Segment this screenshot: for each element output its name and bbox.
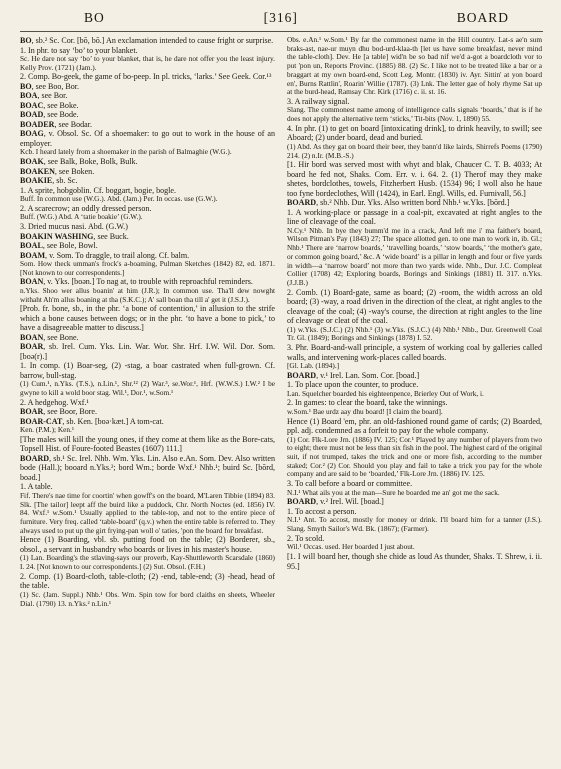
definition-paragraph: 3. Phr. Board-and-wall principle, a system of working coal by galleries called walls, and intervening work-places called boards. bbox=[287, 343, 542, 362]
definition-paragraph: [Prob. fr. bone, sb., in the phr. ‘a bone of contention,’ in allusion to the strife which a bone causes between dogs; or in the phr. ‘to have a bone to pick,’ to have a disagreeable matter to discuss.] bbox=[20, 304, 275, 333]
left-column bbox=[20, 36, 275, 766]
headword: BOAG bbox=[20, 129, 44, 139]
definition-paragraph: [The males will kill the young ones, if they come at them like as the Bore-cats, Topsell Hist. of Foure-footed Beastes (1607) 111.] bbox=[20, 434, 275, 454]
entry-headword-paragraph: BOAG, v. Obsol. Sc. Of a shoemaker: to go out to work in the house of an employer. bbox=[20, 129, 275, 148]
entry-headword-paragraph: BOAR, sb. Irel. Cum. Yks. Lin. War. Wor. Shr. Hrf. I.W. Wil. Dor. Som. [boə(r).] bbox=[20, 342, 275, 361]
citation-paragraph: (1) Sc. (Jam. Suppl.) Nhb.¹ Obs. Wm. Spin tow for bord claiths en sheets, Wheeler Dial. (1790) 13. n.Yks.² n.Lin.¹ bbox=[20, 589, 275, 608]
headword: BOAC bbox=[20, 100, 44, 110]
citation-paragraph: Buff. (W.G.) Abd. A ‘tatie boakie’ (G.W.). bbox=[20, 212, 143, 222]
citation-paragraph: (1) Abd. As they gat on board their beer, they bann'd like lairds, Shirrefs Poems (1790) 214. (2) n.Ir. (M.B.-S.) bbox=[287, 141, 542, 160]
entry-headword-paragraph: BOAKIE, sb. Sc. bbox=[20, 176, 78, 186]
citation-paragraph: N.Cy.¹ Nhb. In bye they bumm'd me in a crack, And left me i' ma faither's board, Wilson Pitman's Pay (1843) 27; The space allotted gen. to one man to work in, ib. Gl.; Nhb.¹ There are ‘narrow boards,’ ‘travelling boards,’ ‘stow boards,’ ‘the mother's gate, or common going board,’ &c. A ‘wide board’ is a pillar in length and four or five yards in width—a ‘narrow board’ not more than two yards wide. Nhb., Dur. J.C. Compleat Collier (1708) 42; Exploring boards, Borings and Sinkings (1881) II. 317. n.Yks. (J.J.B.) bbox=[287, 225, 542, 287]
running-head-left: BO bbox=[84, 10, 105, 25]
headword: BO bbox=[20, 36, 32, 45]
definition-paragraph: 1. To accost a person. bbox=[287, 506, 357, 516]
running-head-right: BOARD bbox=[456, 10, 509, 25]
citation-paragraph: N.I.¹ Ant. To accost, mostly for money or drink. I'll board him for a tanner (J.S.). Slang. Smyth Sailor's Wd. Bk. (1867); (Farmer). bbox=[287, 515, 542, 534]
citation-paragraph: N.I.¹ What ails you at the man—Sure he boarded me an' got me the sack. bbox=[287, 487, 500, 497]
definition-paragraph: 3. A railway signal. bbox=[287, 96, 350, 106]
headword: BOAN bbox=[20, 277, 44, 287]
entry-headword-paragraph: BOAR, see Boor, Bore. bbox=[20, 407, 98, 417]
entry-headword-paragraph: BO, see Boo, Bor. bbox=[20, 81, 80, 91]
citation-paragraph: Lan. Squelcher boarded his eighteenpence, Brierley Out of Work, i. bbox=[287, 388, 484, 398]
entry-headword-paragraph: BOARD, v.¹ Irel. Lan. Som. Cor. [boad.] bbox=[287, 370, 420, 380]
citation-paragraph: Fif. There's nae time for coortin' when gowff's on the board, M'Laren Tibbie (1894) 83. Slk. [The tailor] leept aff the buird like a puddock, Chr. North Noctes (ed. 1856) IV. 84. Wxf.¹ w.Som.¹ Usually applied to the table-top, and not to the entire piece of furniture. Very freq. called ‘table-board’ (q.v.) when the entire table is referred to. They always used to put up the girt frying-pan woll o' taties, 'pon the board for breakfast. bbox=[20, 490, 275, 535]
entry-headword-paragraph: BOAKEN, see Boken. bbox=[20, 166, 95, 176]
entry-headword-paragraph: BOA, see Bor. bbox=[20, 91, 68, 101]
headword: BOAR bbox=[20, 407, 44, 417]
headword: BOAK bbox=[20, 157, 44, 167]
entry-headword-paragraph: BOAL, see Bole, Bowl. bbox=[20, 241, 98, 251]
citation-paragraph: (1) w.Yks. (S.J.C.) (2) Nhb.¹ (3) w.Yks. (S.J.C.) (4) Nhb.¹ Nhb., Dur. Greenwell Coal Tr. Gl. (1849); Borings and Sinkings (1878) I. 52. bbox=[287, 324, 542, 343]
citation-paragraph: Buff. In common use (W.G.). Abd. (Jam.) Per. In occas. use (G.W.). bbox=[20, 194, 218, 204]
headword: BO bbox=[20, 81, 32, 91]
citation-paragraph: (1) Lan. Boarding's the stlaving-says our proverb, Kay-Shuttleworth Scarsdale (1860) I. 24. [Not known to our correspondents.] (2) Sut. Obsol. (F.H.) bbox=[20, 553, 275, 572]
definition-paragraph: 4. In phr. (1) to get on board [intoxicating drink], to drink heavily, to swill; see Aboard; (2) under board, dead and buried. bbox=[287, 123, 542, 143]
citation-paragraph: n.Yks. Shoo wer allus boanin' at him (J.R.); In common use. Tha'll dew nowght withaht Ah'm allus boaning at tha (S.K.C.); A' sall boan tha till a' get it (J.S.J.). bbox=[20, 285, 275, 304]
citation-paragraph: Slang. The commonest name among of intelligence calls signals ‘boards,’ that is if he does not apply the alternative term ‘sticks,’ Tit-bits (Nov. 1, 1890) 55. bbox=[287, 105, 542, 124]
entry-headword-paragraph: BO, sb.² Sc. Cor. [bō, bō.] An exclamation intended to cause fright or surprise. bbox=[20, 36, 274, 45]
definition-paragraph: 2. A hedgehog. Wxf.¹ bbox=[20, 397, 89, 407]
text-columns bbox=[20, 36, 543, 766]
entry-headword-paragraph: BOAN, see Bone. bbox=[20, 332, 79, 342]
headword: BOAKIN WASHING bbox=[20, 231, 94, 241]
definition-paragraph: 2. To scold. bbox=[287, 533, 325, 543]
definition-paragraph: 1. In comp. (1) Boar-seg, (2) -stag, a boar castrated when full-grown. Cf. barrow, bull-stag. bbox=[20, 361, 275, 380]
definition-paragraph: Hence (1) Board 'em, phr. an old-fashioned round game of cards; (2) Boarded, ppl. adj. condemned as a forfeit to pay for the whole company. bbox=[287, 416, 542, 436]
citation-paragraph: Obs. e.An.¹ w.Som.¹ By far the commonest name in the Hill country. Lat-s ae'n sum braks-ast, nae-ur muyn dhu bod-urd-klaa-th [let us have some breakfast, never mind the table-cloth]. Dev. He [a table] wid'n be so bad nif we'd a-got a boardcloth vor to put 'pon un, Reports Provinc. (1885) 88. (2) Sc. I like not to be treated like a bar or a braggart at my own board-end, Scott Leg. Montr. (1830) iv. Ayr. Sittin' at yon board en', Burns Rattlin', Roarin' Willie (1787). (3) Lnk. The letter gae of holy rhyme Sat up at the burd-head, Ramsay Chr. Kirk (1716) c. ii. st. 16. bbox=[287, 36, 542, 97]
entry-headword-paragraph: BOAR-CAT, sb. Ken. [boə·kæt.] A tom-cat. bbox=[20, 416, 164, 426]
headword: BOAD bbox=[20, 110, 44, 120]
entry-headword-paragraph: BOAC, see Boke. bbox=[20, 100, 79, 110]
entry-headword-paragraph: BOAN, v. Yks. [boən.] To nag at, to trouble with reproachful reminders. bbox=[20, 277, 253, 287]
entry-headword-paragraph: BOAKIN WASHING, see Buck. bbox=[20, 231, 129, 241]
citation-paragraph: w.Som.¹ Bae urdz aay dhu board! [I claim the board]. bbox=[287, 406, 443, 416]
page-number: [316] bbox=[263, 10, 298, 25]
entry-headword-paragraph: BOAK, see Balk, Boke, Bolk, Bulk. bbox=[20, 157, 138, 167]
citation-paragraph: Ken. (P.M.); Ken.¹ bbox=[20, 425, 75, 435]
definition-paragraph: 3. Dried mucus nasi. Abd. (G.W.) bbox=[20, 222, 128, 232]
headword: BOADER bbox=[20, 119, 55, 129]
headword: BOAL bbox=[20, 241, 43, 251]
entry-headword-paragraph: BOARD, sb.¹ Sc. Irel. Nhb. Wm. Yks. Lin. Also e.An. Som. Dev. Also written bode (Hall.); booard n.Yks.²; bord Wm.; borde Wxf.¹ Nhb.¹; buird Sc. [bōrd, boəd.] bbox=[20, 453, 275, 482]
entry-headword-paragraph: BOARD, v.² Irel. Wil. [boad.] bbox=[287, 497, 384, 507]
entry-headword-paragraph: BOADER, see Bodar. bbox=[20, 119, 92, 129]
entry-headword-paragraph: BOAD, see Bode. bbox=[20, 110, 79, 120]
headword: BOAR-CAT bbox=[20, 416, 63, 426]
definition-paragraph: 2. Comp. Bo-geek, the game of bo-peep. In pl. tricks, ‘larks.’ See Geek. Cor.¹³ bbox=[20, 72, 272, 82]
headword: BOAR bbox=[20, 342, 44, 352]
entry-headword-paragraph: BOARD, sb.² Nhb. Dur. Yks. Also written bord Nhb.¹ w.Yks. [bōrd.] bbox=[287, 198, 510, 208]
definition-paragraph: 2. Comp. (1) Board-cloth, table-cloth; (2) -end, table-end; (3) -head, head of the table. bbox=[20, 571, 275, 591]
citation-paragraph: Kcb. I heard lately from a shoemaker in the parish of Balmaghie (W.G.). bbox=[20, 147, 232, 157]
definition-paragraph: 2. A scarecrow; an oddly dressed person. bbox=[20, 203, 152, 213]
headword: BOAN bbox=[20, 332, 44, 342]
definition-paragraph: 1. To place upon the counter, to produce. bbox=[287, 380, 419, 390]
definition-paragraph: 1. A table. bbox=[20, 482, 53, 492]
headword: BOARD bbox=[287, 198, 317, 208]
headword: BOAM bbox=[20, 250, 46, 260]
headword: BOAKIE bbox=[20, 176, 53, 186]
headword: BOARD bbox=[287, 370, 317, 380]
definition-paragraph: [1. I will board her, though she chide as loud As thunder, Shaks. T. Shrew, i. ii. 95.] bbox=[287, 552, 542, 571]
citation-paragraph: Wil.¹ Occas. used. Her boarded I just about. bbox=[287, 542, 415, 552]
definition-paragraph: Hence (1) Boarding, vbl. sb. putting food on the table; (2) Borderer, sb., obsol., a servant in husbandry who boards or lives in his master's house. bbox=[20, 535, 275, 554]
definition-paragraph: 2. In games: to clear the board, take the winnings. bbox=[287, 398, 448, 408]
definition-paragraph: 1. A sprite, hobgoblin. Cf. boggart, bogie, bogle. bbox=[20, 185, 177, 195]
definition-paragraph: [1. Hir bord was served most with whyt and blak, Chaucer C. T. B. 4033; At board he fed not, Shaks. Com. Err. v. i. 64. 2. (1) Therof may they make shetes, bordclothes, towels, Fitzherbert Husb. (1534) 96; I woll also he haue too fyne bordeclothes, Will (1424), in Earl. Engl. Wills, ed. Furnivall, 56.] bbox=[287, 160, 542, 198]
citation-paragraph: (1) Cor. Flk-Lore Jrn. (1886) IV. 125; Cor.¹ Played by any number of players from two to eight; there must not be less than six fish in the pool. The highest card of the original suit, if not trumped, takes the trick and one or more fish, according to the number staked; Cor.² (2) Cor. Should you play and fail to take a trick you pay for the whole company and are said to be ‘boarded,’ Flk-Lore Jrn. (1886) IV. 125. bbox=[287, 434, 542, 479]
headword: BOAKEN bbox=[20, 166, 55, 176]
definition-paragraph: 3. To call before a board or committee. bbox=[287, 479, 413, 489]
definition-paragraph: 2. Comb. (1) Board-gate, same as board; (2) -room, the width across an old board; (3) -way, a road driven in the direction of the cleat, at right angles to the cleavage of the coal; (4) -way's course, the direction at right angles to the line of cleavage or cleat of the coal. bbox=[287, 287, 542, 326]
citation-paragraph: Som. How theck umman's frock's a-boaming, Pulman Sketches (1842) 82, ed. 1871. [Not known to our correspondents.] bbox=[20, 259, 275, 277]
right-column bbox=[287, 36, 542, 766]
citation-paragraph: (1) Cum.¹, n.Yks. (T.S.), n.Lin.¹, Shr.¹² (2) War.³, se.Wor.¹, Hrf. (W.W.S.) I.W.² I be gwyne to kill a wold boor stag. Wil.¹, Dor.¹, w.Som.¹ bbox=[20, 379, 275, 398]
citation-paragraph: [Gl. Lab. (1894).] bbox=[287, 361, 340, 371]
headword: BOA bbox=[20, 91, 38, 101]
running-head bbox=[20, 10, 543, 26]
headword: BOARD bbox=[20, 453, 50, 463]
header-rule bbox=[20, 31, 543, 32]
headword: BOARD bbox=[287, 497, 317, 507]
definition-paragraph: 1. A working-place or passage in a coal-pit, excavated at right angles to the line of cleavage of the coal. bbox=[287, 207, 542, 227]
definition-paragraph: 1. In phr. to say ‘bo’ to your blanket. bbox=[20, 45, 138, 55]
citation-paragraph: Sc. He dare not say ‘bo’ to your blanket, that is, he dare not offer you the least injury. Kelly Prov. (1721) (Jam.). bbox=[20, 54, 275, 72]
entry-headword-paragraph: BOAM, v. Som. To draggle, to trail along. Cf. balm. bbox=[20, 250, 190, 260]
